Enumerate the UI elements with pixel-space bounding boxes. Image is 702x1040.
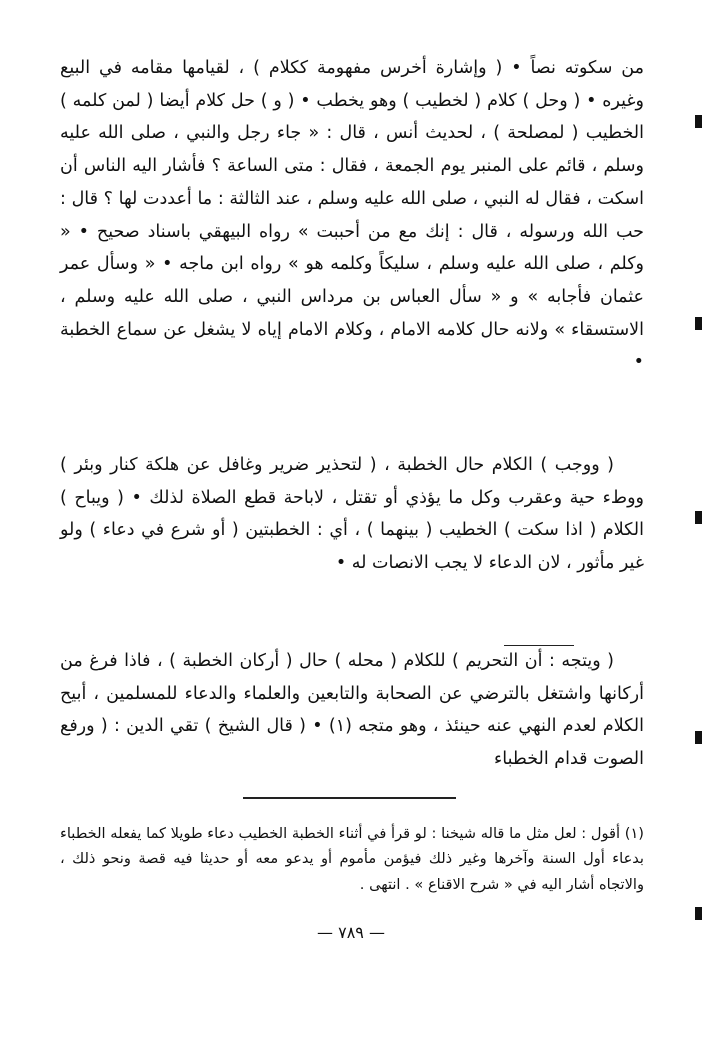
binding-mark [695, 115, 702, 128]
paragraph-obligatory-speech: ( ووجب ) الكلام حال الخطبة ، ( لتحذير ضرير وغافل عن هلكة كنار وبئر ) ووطء حية وعقرب وكل ما يؤذي أو تقتل ، لاباحة قطع الصلاة لذلك • ( ويباح ) الكلام ( اذا سكت ) الخطيب ( بينهما ) ، أي : الخطبتين ( أو شرع في دعاء ) ولو غير مأثور ، لان الدعاء لا يجب الانصات له • [60, 455, 644, 574]
binding-mark [695, 907, 702, 920]
footnote-divider [243, 797, 456, 799]
binding-mark [695, 511, 702, 524]
page-number: — ٧٨٩ — [317, 923, 385, 942]
paragraph-continued: من سكوته نصاً • ( وإشارة أخرس مفهومة ككلام ) ، لقيامها مقامه في البيع وغيره • ( وحل ) كلام ( لخطيب ) وهو يخطب • ( و ) حل كلام أيضا ( لمن كلمه ) الخطيب ( لمصلحة ) ، لحديث أنس ، قال : « جاء رجل والنبي ، صلى الله عليه وسلم ، قائم على المنبر يوم الجمعة ، فقال : متى الساعة ؟ فأشار اليه الناس أن اسكت ، فقال له النبي ، صلى الله عليه وسلم ، عند الثالثة : ما أعددت لها ؟ قال : حب الله ورسوله ، قال : إنك مع من أحببت » رواه البيهقي باسناد صحيح • « وكلم ، صلى الله عليه وسلم ، سليكاً وكلمه هو » رواه ابن ماجه • « وسأل عمر عثمان فأجابه » و « سأل العباس بن مرداس النبي ، صلى الله عليه وسلم ، الاستسقاء » ولانه حال كلامه الامام ، وكلام الامام إياه لا يشغل عن سماع الخطبة • [60, 58, 644, 373]
binding-mark [695, 317, 702, 330]
paragraph-prohibition: ( ويتجه : أن التحريم ) للكلام ( محله ) حال ( أركان الخطبة ) ، فاذا فرغ من أركانها واشتغل بالترضي عن الصحابة والتابعين والعلماء والدعاء للمسلمين ، أبيح الكلام لعدم النهي عنه حينئذ ، وهو متجه (١) • ( قال الشيخ ) تقي الدين : ( ورفع الصوت قدام الخطباء [60, 651, 644, 770]
binding-mark [695, 731, 702, 744]
footnote: (١) أقول : لعل مثل ما قاله شيخنا : لو قرأ في أثناء الخطبة الخطيب دعاء طويلا كما يفعله الخطباء بدعاء أول السنة وآخرها وغير ذلك فيؤمن مأموم أو يدعو معه أو حديثا فيه قصة ونحو ذلك ، والاتجاه أشار اليه في « شرح الاقناع » . انتهى . [60, 824, 644, 893]
